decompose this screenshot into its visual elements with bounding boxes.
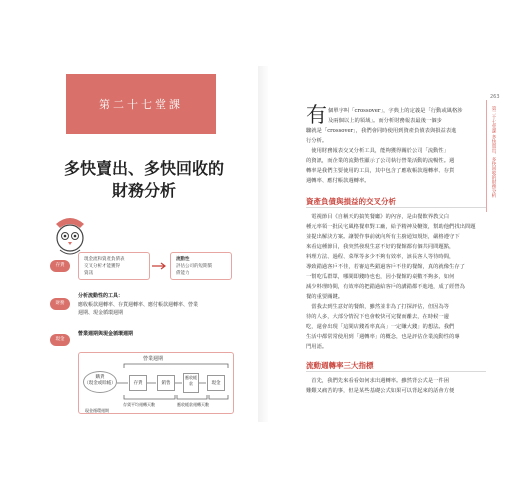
- drop-cap: 有: [306, 103, 327, 127]
- s1-line-7: 一幫吃瓜群眾，哪間即錢時也也，因小餐館的桌數不夠多，如何: [306, 274, 455, 280]
- card-left-line-3: 資訊: [84, 271, 93, 276]
- page-number: 263: [490, 94, 500, 100]
- section2-paragraph: [306, 376, 486, 396]
- node-cash: 現金: [207, 375, 225, 391]
- operating-cycle-label: 營業週期: [143, 356, 164, 362]
- s1-line-3: 並提出解決方案。讓製作事前就向所有主廚通知規矩，嚴格遵守下: [306, 234, 460, 240]
- card-left-line-1: 現金流和資產負債表: [84, 257, 125, 262]
- cycle-diagram: [78, 352, 234, 414]
- tools-line-2: 週期、現金循環週期: [78, 310, 124, 316]
- card-right-line-2: 債能力: [176, 271, 190, 276]
- node-inventory: 存貨: [129, 375, 147, 391]
- chapter-title: [46, 158, 242, 202]
- s2-line-1: 首先，我們先來看看如何求出週轉率。雖然背公式是一件困: [306, 378, 450, 384]
- node-sales: 銷售: [157, 375, 175, 391]
- tools-line-1: 應收帳款週轉率、存貨週轉率、應付帳款週轉率、營業: [78, 302, 199, 308]
- intro-line-7: 轉率是我們主要使用的工具，其中包含了應收帳款週轉率、存貨: [306, 168, 455, 174]
- receivable-days-label: 應收帳款週轉天數: [177, 402, 209, 407]
- card-left-line-2: 交叉分析才能獲得: [84, 264, 120, 269]
- side-tab-rule: [486, 100, 487, 212]
- chapter-number: 第二十七堂課: [99, 98, 183, 111]
- s1-line-11: 待的人多，大部分情況下也會較快可完餐而離去，在時候一邊: [306, 314, 450, 320]
- left-page: [46, 66, 242, 422]
- s1-line-4: 來看這種節目，我突然發現生意不好的餐館都有個共同問題點，: [306, 244, 455, 250]
- s1-line-13: 生活中都常常使用到「週轉率」的概念，也是評估企業流動性的專: [306, 334, 460, 340]
- summary-card-right: [170, 252, 232, 280]
- s1-line-5: 料理方法、過程、菜單等多少不夠有效率，該長客人等待時間，: [306, 254, 455, 260]
- intro-line-3: 驟就是「crossover」，我們會同時使用到資產負債表與損益表進: [306, 128, 457, 134]
- intro-line-8: 週轉率、應付帳款週轉率。: [306, 178, 370, 184]
- summary-pill-2: 財務: [50, 298, 70, 310]
- side-tab-chapter: [490, 106, 496, 197]
- cycle-arrows: [117, 381, 209, 385]
- section1-paragraph: [306, 212, 486, 352]
- intro-paragraph-cont: [306, 126, 486, 186]
- s1-line-9: 餐的重要關鍵。: [306, 294, 344, 300]
- section-heading-2: 流動週轉率三大指標: [306, 361, 374, 370]
- intro-paragraph: [328, 106, 486, 126]
- node-purchase-sub: （現金或賒帳）: [84, 381, 116, 386]
- operating-cycle-bracket: [123, 362, 229, 368]
- s1-line-6: 導致錯過客戶不佳，若審這些錯過客戶不佳的餐館，真的就像生存了: [306, 264, 465, 270]
- chapter-title-line2: 財務分析: [111, 181, 176, 200]
- side-tab-chapter-number: 第二十七堂課: [491, 106, 496, 133]
- tools-heading: 分析流動性的工具：: [78, 293, 124, 299]
- side-tab: [484, 100, 502, 212]
- chapter-banner: [66, 74, 216, 134]
- node-purchase: [83, 371, 117, 393]
- right-page: [276, 66, 476, 428]
- intro-line-6: 的資訊，而企業的流動性顯示了公司執行營業活動的流暢性。週: [306, 158, 455, 164]
- chapter-summary: [48, 250, 238, 420]
- side-tab-chapter-title: 多快賣出、多快回收的財務分析: [491, 134, 496, 198]
- s1-line-14: 門用語。: [306, 344, 328, 350]
- inventory-days-label: 存貨平均週轉天數: [123, 402, 155, 407]
- cycle-heading: 營業週期與現金循環週期: [78, 331, 134, 337]
- section-heading-1: 資產負債與損益的交叉分析: [306, 197, 396, 206]
- intro-line-5: 使用財務報表交叉分析工具，能夠獲得關於公司「流動性」: [306, 148, 450, 154]
- summary-pill-3: 現金: [50, 334, 70, 346]
- intro-line-4: 行分析。: [306, 138, 328, 144]
- section-rule-1: [306, 207, 486, 208]
- intro-line-2: 及兩個以上的領域」。而分析財務報表最後一個步: [328, 118, 442, 124]
- page-fold: [258, 66, 268, 422]
- s1-line-10: 當我去到生意好的餐館，雖然並非為了打探評估，但因為等: [306, 304, 450, 310]
- cash-cycle-label: 現金循環週期: [85, 408, 109, 413]
- arrow-right-icon: [152, 262, 168, 270]
- node-purchase-label: 購貨: [95, 375, 105, 380]
- node-receivables: 應收帳款: [183, 373, 199, 393]
- s2-line-2: 難艱又痛苦的事，但是某些基礎公式如果可以背起來的話會方便: [306, 388, 455, 394]
- s1-line-8: 減少料理時間，有效率的把錯過給客戶的講錯都不進地，成了經營為: [306, 284, 465, 290]
- s1-line-2: 種元率領一批民宅風格餐車對工廠，給予精神及鞭策，幫助他們找出問題: [306, 224, 476, 230]
- card-right-line-1: 評估公司的短期償: [176, 264, 212, 269]
- s1-line-1: 電視節目《自稱天的搞笑餐廳》的內容，是由餐飲界教父白: [306, 214, 450, 220]
- summary-pill-1: 存貨: [50, 260, 70, 272]
- card-right-title: 流動性: [176, 257, 190, 262]
- chapter-title-line1: 多快賣出、多快回收的: [63, 159, 224, 178]
- intro-line-1: 個單字叫「crossover」，字典上的定義是「行動或風格涉: [328, 108, 463, 114]
- s1-line-12: 吃，還會出現「這間店錢希率真高」一定賺大錢」的想法。我們: [306, 324, 455, 330]
- section-rule-2: [306, 371, 486, 372]
- summary-card-left: [78, 252, 150, 280]
